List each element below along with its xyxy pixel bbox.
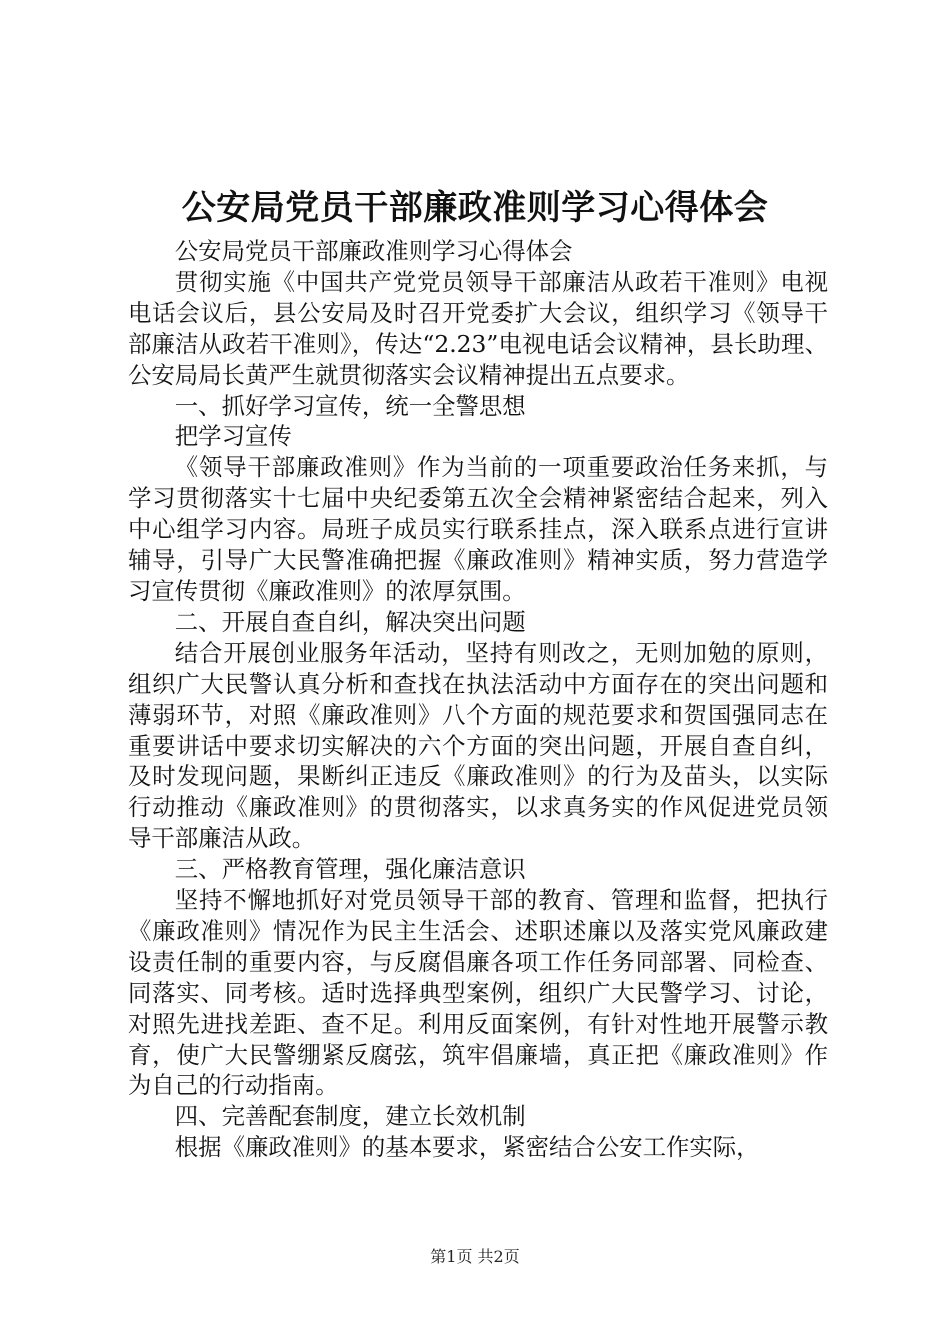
paragraph-section-2: 结合开展创业服务年活动，坚持有则改之，无则加勉的原则，组织广大民警认真分析和查找在执法活动中方面存在的突出问题和薄弱环节，对照《廉政准则》八个方面的规范要求和贺国强同志在重要讲话中要求切实解决的六个方面的突出问题，开展自查自纠，及时发现问题，果断纠正违反《廉政准则》的行为及苗头，以实际行动推动《廉政准则》的贯彻落实，以求真务实的作风促进党员领导干部廉洁从政。 — [128, 638, 828, 853]
section-heading-4: 四、完善配套制度，建立长效机制 — [174, 1102, 526, 1131]
paragraph-intro: 贯彻实施《中国共产党党员领导干部廉洁从政若干准则》电视电话会议后，县公安局及时召开党委扩大会议，组织学习《领导干部廉洁从政若干准则》，传达“2.23”电视电话会议精神，县长助理、公安局局长黄严生就贯彻落实会议精神提出五点要求。 — [128, 267, 828, 389]
paragraph-fragment: 把学习宣传 — [174, 422, 292, 451]
section-heading-1: 一、抓好学习宣传，统一全警思想 — [174, 391, 526, 420]
paragraph-section-4: 根据《廉政准则》的基本要求，紧密结合公安工作实际， — [174, 1133, 760, 1162]
section-heading-3: 三、严格教育管理，强化廉洁意识 — [174, 855, 526, 884]
paragraph-section-1: 《领导干部廉政准则》作为当前的一项重要政治任务来抓，与学习贯彻落实十七届中央纪委第五次全会精神紧密结合起来，列入中心组学习内容。局班子成员实行联系挂点，深入联系点进行宣讲辅导，引导广大民警准确把握《廉政准则》精神实质，努力营造学习宣传贯彻《廉政准则》的浓厚氛围。 — [128, 453, 828, 605]
document-title: 公安局党员干部廉政准则学习心得体会 — [181, 188, 769, 228]
document-body — [128, 236, 828, 1163]
paragraph-section-3: 坚持不懈地抓好对党员领导干部的教育、管理和监督，把执行《廉政准则》情况作为民主生活会、述职述廉以及落实党风廉政建设责任制的重要内容，与反腐倡廉各项工作任务同部署、同检查、同落实、同考核。适时选择典型案例，组织广大民警学习、讨论，对照先进找差距、查不足。利用反面案例，有针对性地开展警示教育，使广大民警绷紧反腐弦，筑牢倡廉墙，真正把《廉政准则》作为自己的行动指南。 — [128, 886, 828, 1100]
page-footer — [0, 1246, 950, 1268]
page-indicator: 第1页 共2页 — [430, 1247, 520, 1266]
section-heading-2: 二、开展自查自纠，解决突出问题 — [174, 607, 526, 636]
paragraph-subtitle: 公安局党员干部廉政准则学习心得体会 — [174, 237, 573, 265]
